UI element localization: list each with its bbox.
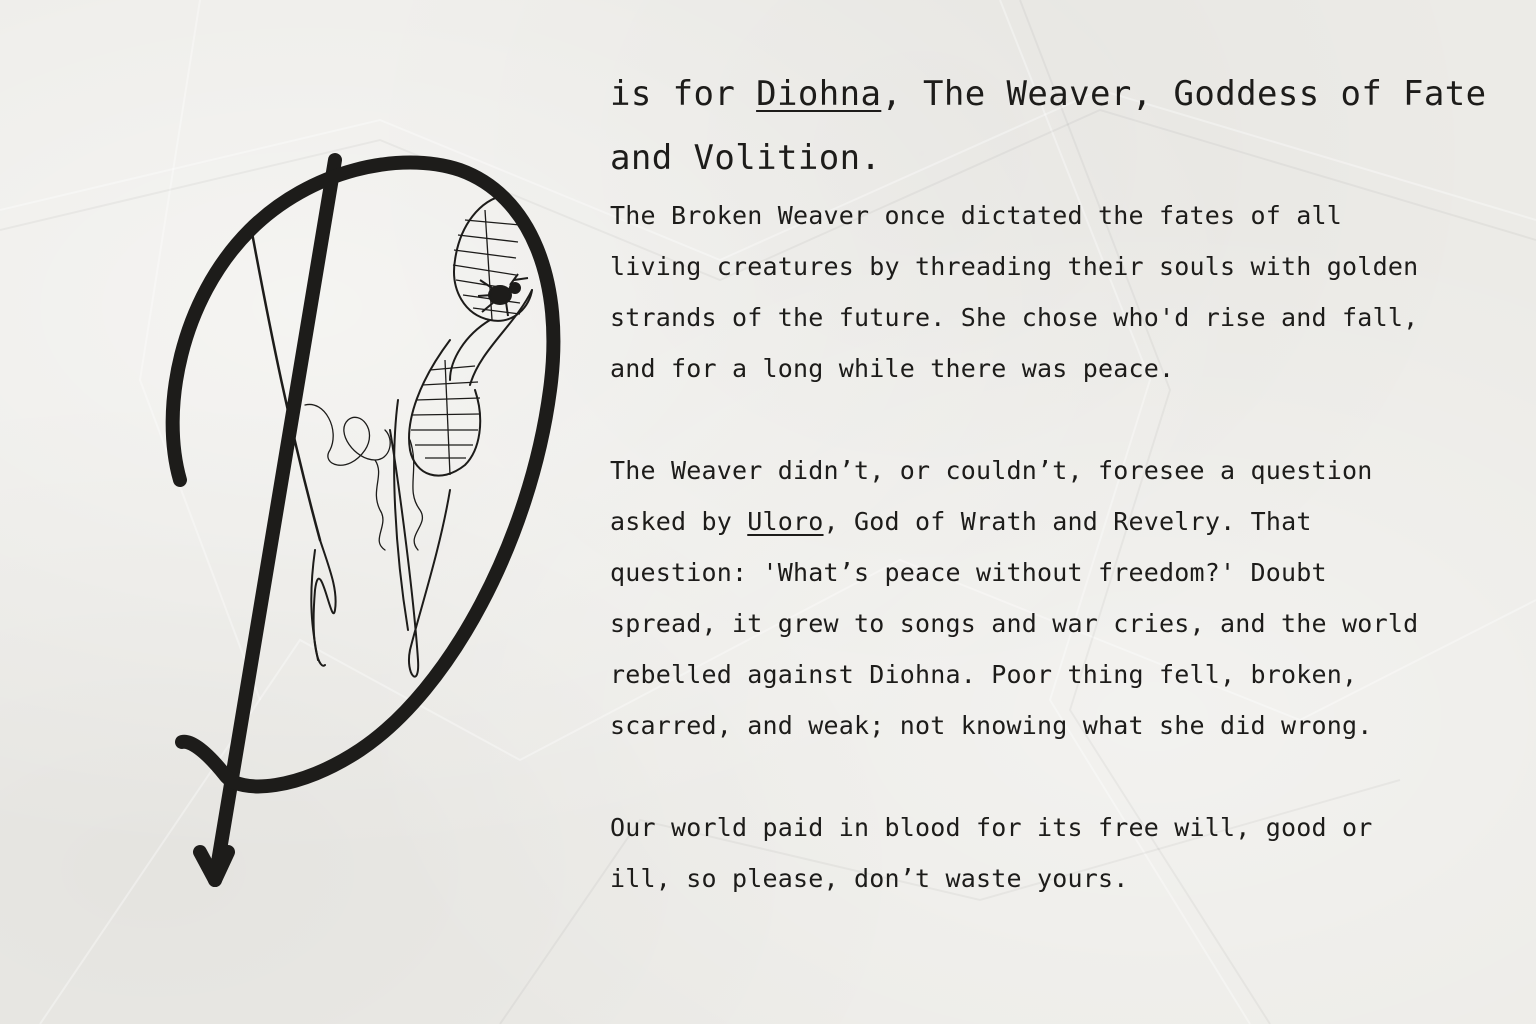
uloro-link[interactable]: Uloro xyxy=(747,507,824,536)
paragraph-line-prefix: asked by xyxy=(610,507,748,536)
paragraph-line-suffix: , God of Wrath and Revelry. That xyxy=(823,507,1312,536)
entry-heading xyxy=(610,62,1490,190)
paragraph-rebellion xyxy=(610,445,1490,751)
paragraph-line: question: 'What’s peace without freedom?' Doubt xyxy=(610,558,1327,587)
paragraph-line: strands of the future. She chose who'd rise and fall, xyxy=(610,303,1419,332)
paragraph-line: scarred, and weak; not knowing what she did wrong. xyxy=(610,711,1373,740)
paragraph-line: The Broken Weaver once dictated the fates of all xyxy=(610,201,1343,230)
story-text-block xyxy=(610,62,1490,904)
paragraph-spacer xyxy=(610,394,1490,445)
heading-suffix: , The Weaver, Goddess of Fate xyxy=(881,74,1487,114)
diohna-link[interactable]: Diohna xyxy=(756,74,882,114)
paragraph-line: spread, it grew to songs and war cries, and the world xyxy=(610,609,1419,638)
paragraph-closing xyxy=(610,802,1490,904)
paragraph-line: living creatures by threading their souls with golden xyxy=(610,252,1419,281)
heading-line2: and Volition. xyxy=(610,138,882,178)
decorative-letter-d-with-spiderweb-icon xyxy=(120,130,590,920)
paragraph-line: ill, so please, don’t waste yours. xyxy=(610,864,1129,893)
paragraph-line: Our world paid in blood for its free will, good or xyxy=(610,813,1373,842)
paragraph-intro xyxy=(610,190,1490,394)
paragraph-spacer xyxy=(610,751,1490,802)
paragraph-line: rebelled against Diohna. Poor thing fell, broken, xyxy=(610,660,1358,689)
paragraph-line: and for a long while there was peace. xyxy=(610,354,1175,383)
paragraph-line: The Weaver didn’t, or couldn’t, foresee a question xyxy=(610,456,1373,485)
heading-prefix: is for xyxy=(610,74,757,114)
